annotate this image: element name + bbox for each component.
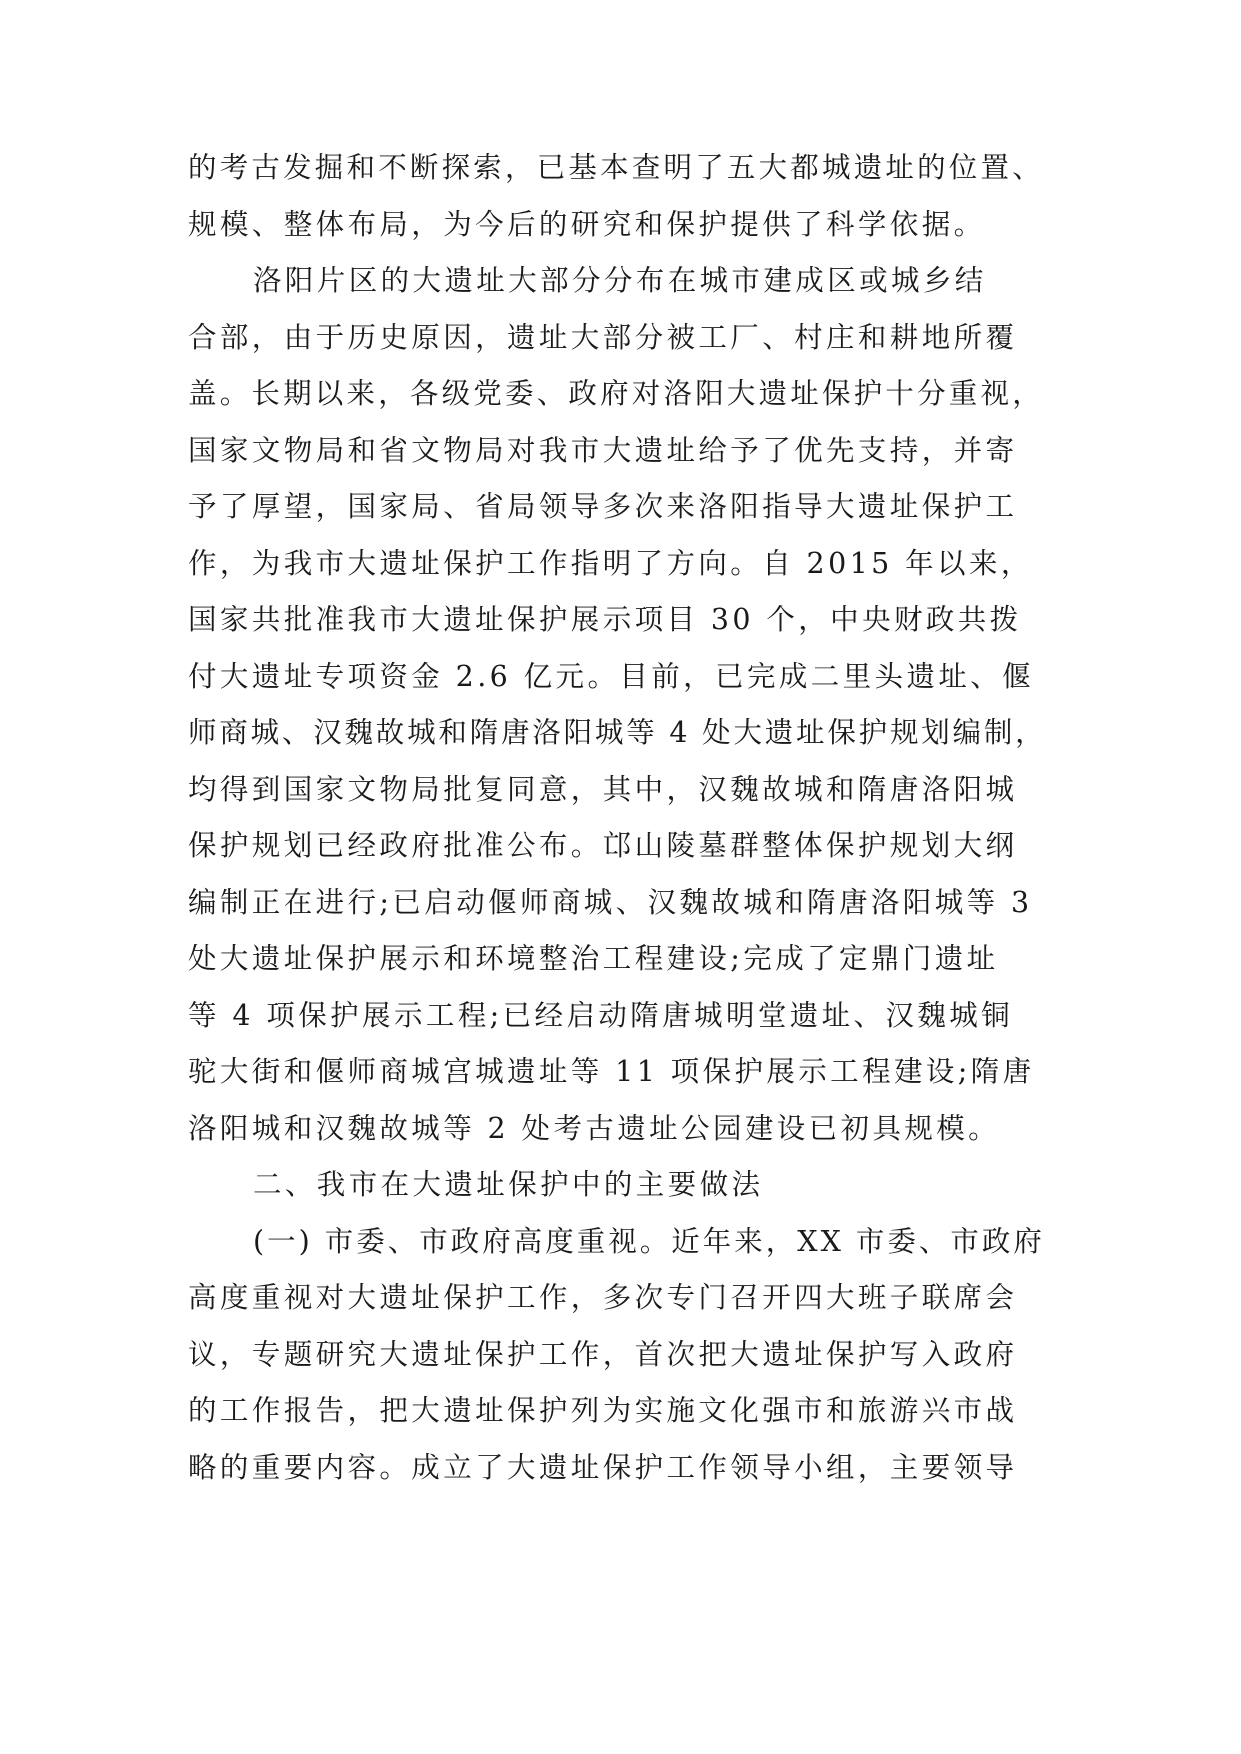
text-line: 作，为我市大遗址保护工作指明了方向。自 2015 年以来， — [188, 546, 1033, 580]
text-line: 驼大街和偃师商城宫城遗址等 11 项保护展示工程建设;隋唐 — [188, 1055, 1035, 1088]
text-line: 编制正在进行;已启动偃师商城、汉魏故城和隋唐洛阳城等 3 — [188, 885, 1033, 919]
text-line: 高度重视对大遗址保护工作，多次专门召开四大班子联席会 — [188, 1281, 1018, 1314]
text-line: 保护规划已经政府批准公布。邙山陵墓群整体保护规划大纲 — [188, 829, 1018, 862]
text-line: 师商城、汉魏故城和隋唐洛阳城等 4 处大遗址保护规划编制， — [188, 716, 1047, 749]
body-text — [188, 140, 1048, 1496]
paragraph-start-line: 洛阳片区的大遗址大部分分布在城市建成区或城乡结 — [253, 264, 987, 297]
section-heading: 二、我市在大遗址保护中的主要做法 — [253, 1168, 764, 1201]
text-line: 国家共批准我市大遗址保护展示项目 30 个，中央财政共拨 — [188, 603, 1022, 636]
text-line: 洛阳城和汉魏故城等 2 处考古遗址公园建设已初具规模。 — [188, 1111, 1001, 1145]
subsection-heading-line: (一) 市委、市政府高度重视。近年来，XX 市委、市政府 — [253, 1224, 1045, 1258]
text-line: 处大遗址保护展示和环境整治工程建设;完成了定鼎门遗址 — [188, 942, 999, 975]
text-line: 略的重要内容。成立了大遗址保护工作领导小组，主要领导 — [188, 1450, 1018, 1484]
text-line: 均得到国家文物局批复同意，其中，汉魏故城和隋唐洛阳城 — [188, 772, 1018, 806]
text-line: 的工作报告，把大遗址保护列为实施文化强市和旅游兴市战 — [188, 1394, 1018, 1427]
text-line: 付大遗址专项资金 2.6 亿元。目前，已完成二里头遗址、偃 — [188, 659, 1035, 693]
text-line: 规模、整体布局，为今后的研究和保护提供了科学依据。 — [188, 207, 986, 241]
text-line: 合部，由于历史原因，遗址大部分被工厂、村庄和耕地所覆 — [188, 320, 1018, 354]
text-line: 予了厚望，国家局、省局领导多次来洛阳指导大遗址保护工 — [188, 490, 1018, 523]
text-line: 的考古发掘和不断探索，已基本查明了五大都城遗址的位置、 — [188, 151, 1044, 184]
text-line: 国家文物局和省文物局对我市大遗址给予了优先支持，并寄 — [188, 433, 1018, 467]
text-line: 盖。长期以来，各级党委、政府对洛阳大遗址保护十分重视， — [188, 377, 1044, 410]
text-line: 等 4 项保护展示工程;已经启动隋唐城明堂遗址、汉魏城铜 — [188, 998, 1014, 1032]
text-line: 议，专题研究大遗址保护工作，首次把大遗址保护写入政府 — [188, 1337, 1018, 1371]
